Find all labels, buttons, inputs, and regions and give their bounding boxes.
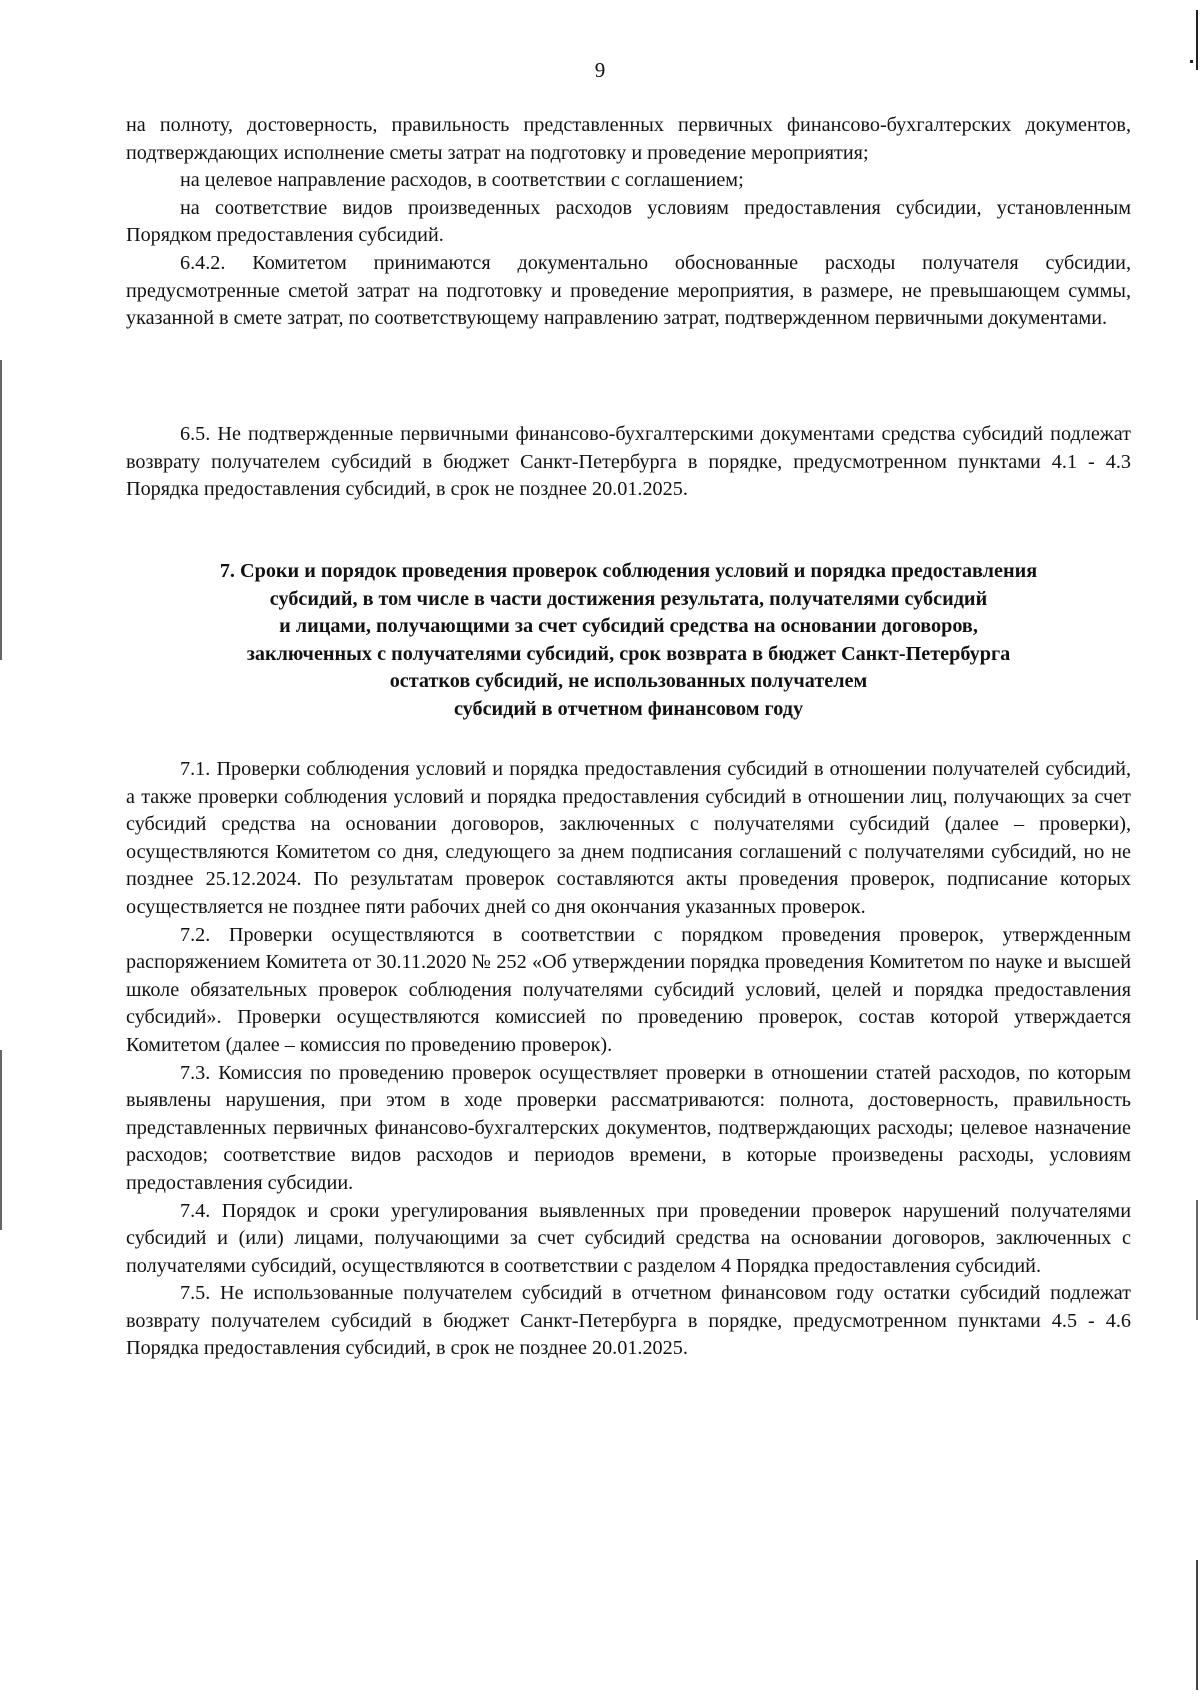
heading-line: и лицами, получающими за счет субсидий средства на основании договоров, <box>279 615 978 638</box>
scan-edge-mark <box>1196 1200 1198 1320</box>
scan-edge-mark <box>1190 60 1193 63</box>
heading-line: субсидий, в том числе в части достижения результата, получателями субсидий <box>269 587 988 610</box>
paragraph-7-5: 7.5. Не использованные получателем субсидий в отчетном финансовом году остатки субсидий подлежат возврату получателем субсидий в бюджет Санкт-Петербурга в порядке, предусмотренном пунктами 4.5 - 4.6 Порядка предоставления субсидий, в срок не позднее 20.01.2025. <box>126 1282 1131 1360</box>
paragraph-7-2: 7.2. Проверки осуществляются в соответствии с порядком проведения проверок, утвержденным распоряжением Комитета от 30.11.2020 № 252 «Об утверждении порядка проведения Комитетом по науке и высшей школе обязательных проверок соблюдения получателями субсидий условий, целей и порядка предоставления субсидий». Проверки осуществляются комиссией по проведению проверок, состав которой утверждается Комитетом (далее – комиссия по проведению проверок). <box>126 923 1131 1056</box>
paragraph-7-4: 7.4. Порядок и сроки урегулирования выявленных при проведении проверок нарушений получателями субсидий и (или) лицами, получающими за счет субсидий средства на основании договоров, заключенных с получателями субсидий, осуществляются в соответствии с разделом 4 Порядка предоставления субсидий. <box>126 1199 1131 1277</box>
paragraph-target-direction: на целевое направление расходов, в соответствии с соглашением; <box>180 169 744 192</box>
scan-edge-mark <box>0 1050 2 1230</box>
heading-line: субсидий в отчетном финансовом году <box>453 697 804 720</box>
paragraph-6-4-2: 6.4.2. Комитетом принимаются документально обоснованные расходы получателя субсидии, предусмотренные сметой затрат на подготовку и проведение мероприятия, в размере, не превышающем суммы, указанной в смете затрат, по соответствующему направлению затрат, подтвержденном первичными документами. <box>126 251 1131 330</box>
text-block-section-6-4 <box>126 112 1131 333</box>
paragraph-expense-compliance: на соответствие видов произведенных расходов условиям предоставления субсидии, установленным Порядком предоставления субсидий. <box>126 196 1131 247</box>
heading-line: остатков субсидий, не использованных получателем <box>389 670 868 693</box>
scan-edge-mark <box>1196 1560 1198 1690</box>
heading-line: заключенных с получателями субсидий, срок возврата в бюджет Санкт-Петербурга <box>246 642 1011 665</box>
text-block-section-6-5 <box>126 421 1131 504</box>
page-number: 9 <box>594 58 606 82</box>
scan-edge-mark <box>0 360 2 660</box>
section-7-heading <box>126 558 1131 724</box>
paragraph-7-3: 7.3. Комиссия по проведению проверок осуществляет проверки в отношении статей расходов, по которым выявлены нарушения, при этом в ходе проверки рассматриваются: полнота, достоверность, правильность представленных первичных финансово-бухгалтерских документов, подтверждающих расходы; целевое назначение расходов; соответствие видов расходов и периодов времени, в которые произведены расходы, условиям предоставления субсидии. <box>126 1061 1131 1194</box>
heading-line: 7. Сроки и порядок проведения проверок соблюдения условий и порядка предоставления <box>219 560 1038 582</box>
paragraph-6-5: 6.5. Не подтвержденные первичными финансово-бухгалтерскими документами средства субсидий подлежат возврату получателем субсидий в бюджет Санкт-Петербурга в порядке, предусмотренном пунктами 4.1 - 4.3 Порядка предоставления субсидий, в срок не позднее 20.01.2025. <box>126 423 1131 501</box>
paragraph-verification-completeness: на полноту, достоверность, правильность представленных первичных финансово-бухгалтерских документов, подтверждающих исполнение сметы затрат на подготовку и проведение мероприятия; <box>126 114 1131 164</box>
scan-edge-mark <box>1196 10 1198 70</box>
text-block-section-7 <box>126 756 1131 1363</box>
paragraph-7-1: 7.1. Проверки соблюдения условий и порядка предоставления субсидий в отношении получателей субсидий, а также проверки соблюдения условий и порядка предоставления субсидий в отношении лиц, получающих за счет субсидий средства на основании договоров, заключенных с получателями субсидий (далее – проверки), осуществляются Комитетом со дня, следующего за днем подписания соглашений с получателями субсидий, но не позднее 25.12.2024. По результатам проверок составляются акты проведения проверок, подписание которых осуществляется не позднее пяти рабочих дней со дня окончания указанных проверок. <box>126 758 1131 918</box>
